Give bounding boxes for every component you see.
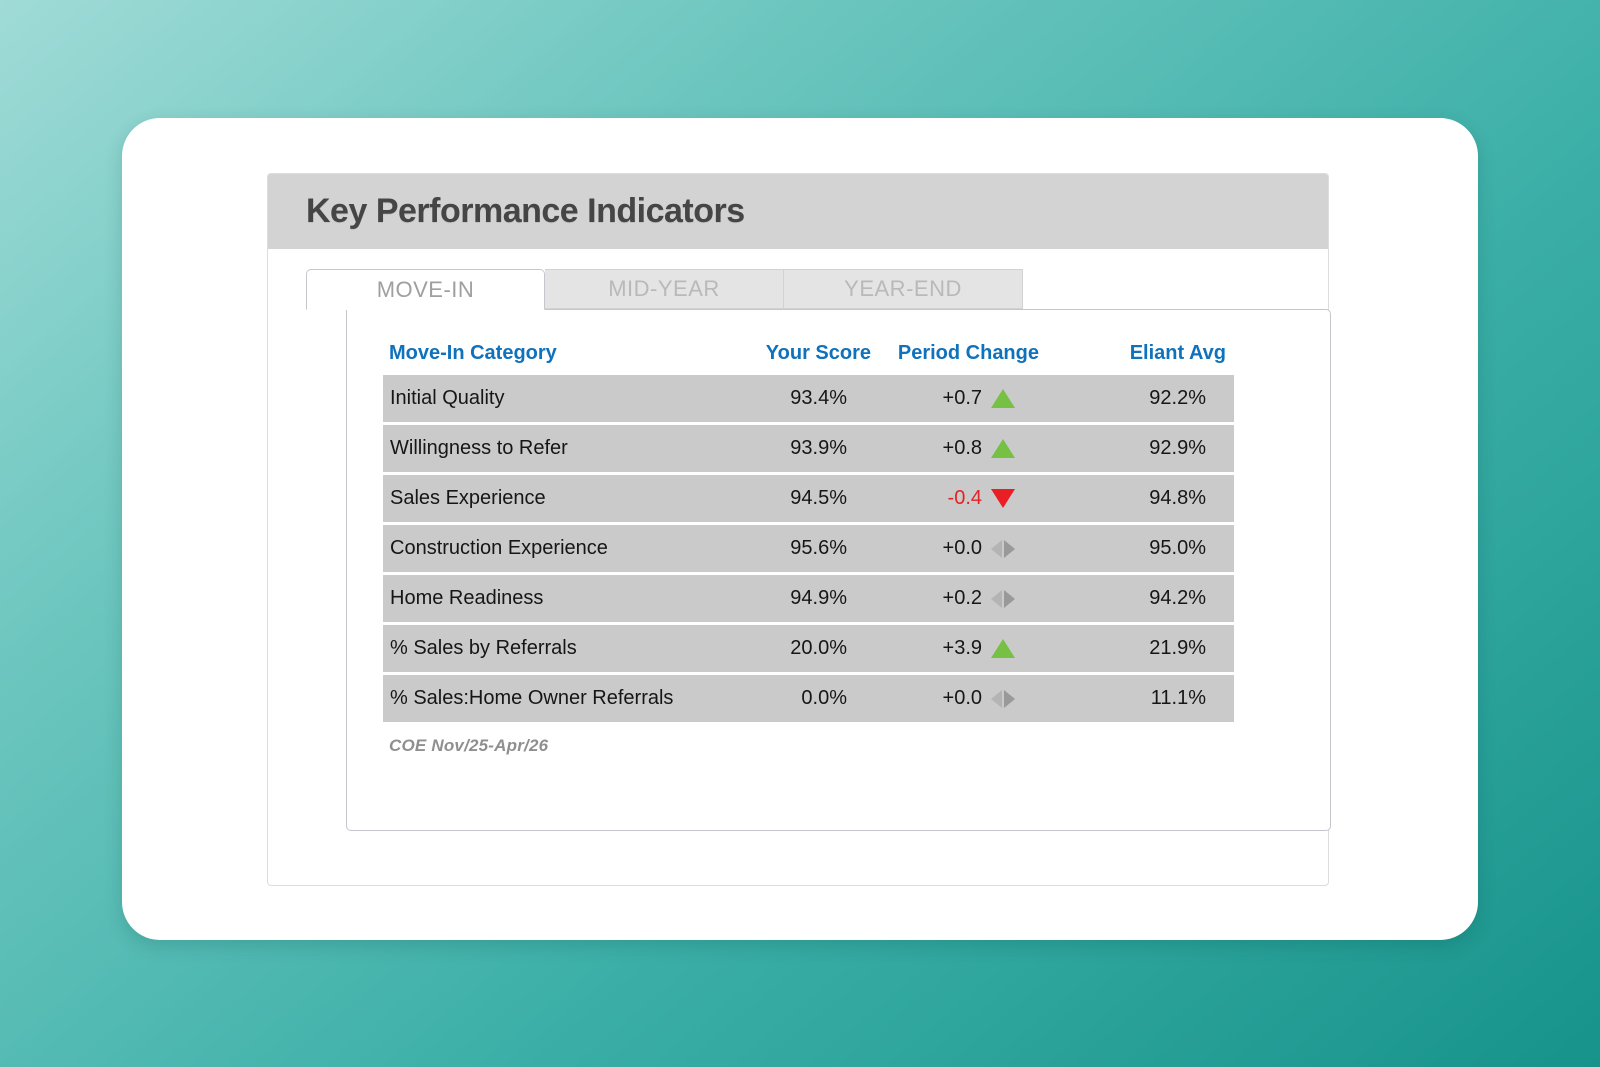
category-cell: Construction Experience	[390, 537, 608, 559]
period-change-value: +3.9	[942, 637, 982, 659]
trend-flat-icon	[991, 690, 1015, 708]
table-header-row	[383, 334, 1234, 372]
table-row	[383, 625, 1234, 672]
period-change-value: -0.4	[947, 487, 982, 509]
period-change-value: +0.2	[942, 587, 982, 609]
tab-mid-year[interactable]: MID-YEAR	[545, 269, 784, 309]
eliant-avg-cell: 21.9%	[1149, 637, 1206, 659]
tabs-container	[268, 249, 1328, 831]
flat-right-triangle	[1004, 690, 1015, 708]
period-change-value: +0.8	[942, 437, 982, 459]
your-score-cell: 93.4%	[790, 387, 847, 409]
table-row	[383, 575, 1234, 622]
table-row	[383, 375, 1234, 422]
table-row	[383, 525, 1234, 572]
eliant-avg-cell: 92.9%	[1149, 437, 1206, 459]
tab-move-in[interactable]: MOVE-IN	[306, 269, 545, 310]
column-header-period-change: Period Change	[897, 341, 1039, 364]
kpi-panel	[267, 173, 1329, 886]
tab-year-end[interactable]: YEAR-END	[784, 269, 1023, 309]
trend-flat-icon	[991, 540, 1015, 558]
eliant-avg-cell: 92.2%	[1149, 387, 1206, 409]
table-row	[383, 425, 1234, 472]
your-score-cell: 94.5%	[790, 487, 847, 509]
kpi-table	[383, 334, 1234, 722]
your-score-cell: 93.9%	[790, 437, 847, 459]
trend-flat-icon	[991, 590, 1015, 608]
period-change-cell	[875, 687, 1045, 710]
content-card	[122, 118, 1478, 940]
category-cell: Home Readiness	[390, 587, 544, 609]
column-header-eliant-avg: Eliant Avg	[1129, 341, 1226, 364]
tab-content-panel	[346, 309, 1331, 831]
page-title: Key Performance Indicators	[306, 192, 745, 230]
flat-left-triangle	[991, 540, 1002, 558]
table-body	[383, 375, 1234, 722]
period-change-value: +0.0	[942, 687, 982, 709]
period-change-cell	[875, 537, 1045, 560]
period-change-value: +0.7	[942, 387, 982, 409]
your-score-cell: 94.9%	[790, 587, 847, 609]
flat-left-triangle	[991, 690, 1002, 708]
flat-right-triangle	[1004, 540, 1015, 558]
category-cell: % Sales by Referrals	[390, 637, 577, 659]
period-change-cell	[875, 637, 1045, 660]
eliant-avg-cell: 94.2%	[1149, 587, 1206, 609]
panel-header	[268, 174, 1328, 249]
period-change-cell	[875, 587, 1045, 610]
your-score-cell: 0.0%	[801, 687, 847, 709]
eliant-avg-cell: 11.1%	[1150, 687, 1206, 709]
trend-up-icon	[991, 389, 1015, 408]
flat-right-triangle	[1004, 590, 1015, 608]
category-cell: Willingness to Refer	[390, 437, 568, 459]
eliant-avg-cell: 95.0%	[1149, 537, 1206, 559]
table-row	[383, 475, 1234, 522]
your-score-cell: 20.0%	[790, 637, 847, 659]
category-cell: Sales Experience	[390, 487, 546, 509]
column-header-your-score: Your Score	[765, 341, 871, 364]
trend-down-icon	[991, 489, 1015, 508]
flat-left-triangle	[991, 590, 1002, 608]
trend-up-icon	[991, 639, 1015, 658]
category-cell: Initial Quality	[390, 387, 505, 409]
column-header-category: Move-In Category	[389, 341, 557, 364]
period-change-cell	[875, 437, 1045, 460]
period-change-value: +0.0	[942, 537, 982, 559]
tab-bar	[306, 269, 1328, 309]
eliant-avg-cell: 94.8%	[1149, 487, 1206, 509]
trend-up-icon	[991, 439, 1015, 458]
table-row	[383, 675, 1234, 722]
coe-period-note: COE Nov/25-Apr/26	[389, 736, 549, 755]
your-score-cell: 95.6%	[790, 537, 847, 559]
category-cell: % Sales:Home Owner Referrals	[390, 687, 674, 709]
period-change-cell	[875, 487, 1045, 510]
period-change-cell	[875, 387, 1045, 410]
